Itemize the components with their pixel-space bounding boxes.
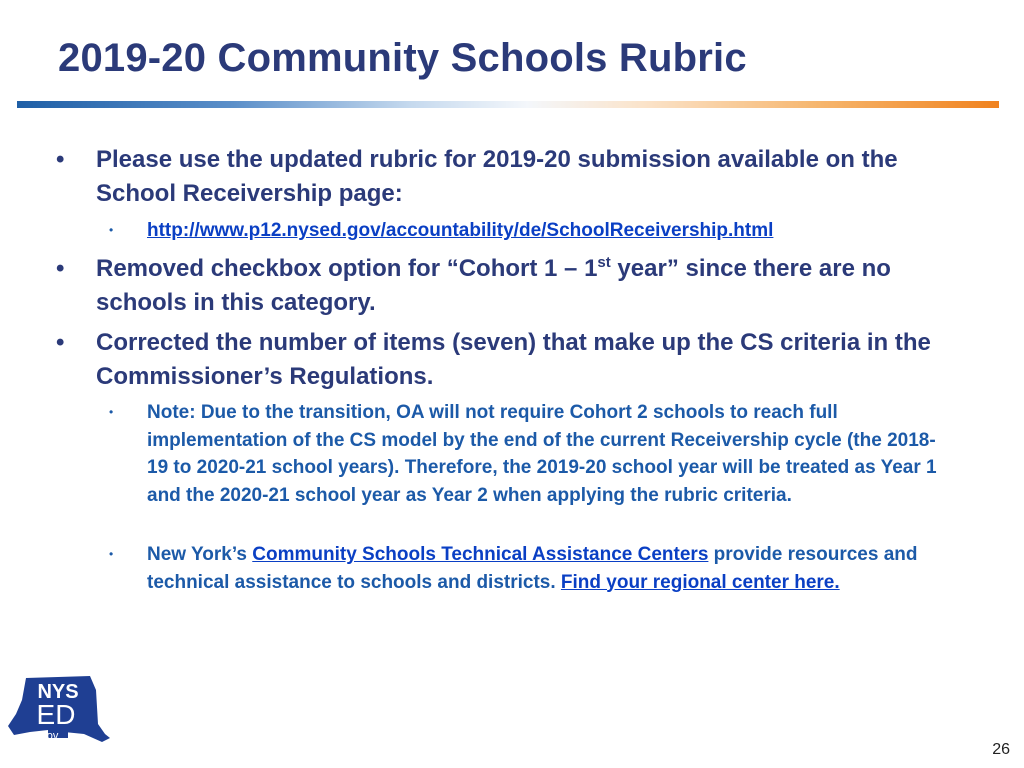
logo-text-gov: .gov — [37, 730, 59, 742]
bullet-dot: • — [56, 329, 65, 356]
logo-text-nys: NYS — [37, 681, 79, 703]
bullet-1-text: Please use the updated rubric for 2019-20 submission available on the School Receivership page: — [96, 146, 898, 207]
sub-bullet-dot: • — [109, 223, 114, 237]
bullet-2-text — [96, 252, 936, 320]
bullet-2-text-b: year” since there are no schools in this category. — [96, 255, 891, 316]
technical-assistance-centers-link[interactable]: Community Schools Technical Assistance Centers — [252, 544, 709, 565]
page-number: 26 — [992, 741, 1010, 758]
bullet-dot: • — [56, 255, 65, 282]
sub-bullet-dot: • — [109, 547, 114, 561]
find-regional-center-link[interactable]: Find your regional center here. — [560, 571, 840, 593]
bullet-dot: • — [56, 146, 65, 173]
sub-bullet-3-1-note: Note: Due to the transition, OA will not require Cohort 2 schools to reach full implementation of the CS model by the end of the current Receivership cycle (the 2018-19 to 2020-21 school years). Therefore, the 2019-20 school year will be treated as Year 1 and the 2020-21 school year as Year 2 when applying the rubric criteria. — [147, 402, 937, 506]
page-title: 2019-20 Community Schools Rubric — [58, 36, 747, 80]
sub-bullet-3-2-text-before: New York’s — [147, 544, 253, 565]
bullet-3-text: Corrected the number of items (seven) that make up the CS criteria in the Commissioner’s Regulations. — [96, 329, 931, 390]
sub-bullet-1-1 — [147, 217, 937, 245]
sub-bullet-3-2-text-middle: provide resources and technical assistance to schools and districts. — [147, 544, 918, 593]
bullet-2-text-a: Removed checkbox option for “Cohort 1 – 1 — [96, 255, 598, 282]
nysed-logo — [4, 672, 112, 752]
title-divider — [17, 101, 999, 108]
logo-text-ed: ED — [36, 699, 76, 730]
sub-bullet-dot: • — [109, 405, 114, 419]
sub-bullet-3-2 — [147, 541, 937, 596]
bullet-2-superscript: st — [597, 254, 611, 271]
school-receivership-link[interactable]: http://www.p12.nysed.gov/accountability/de/SchoolReceivership.html — [147, 220, 774, 241]
